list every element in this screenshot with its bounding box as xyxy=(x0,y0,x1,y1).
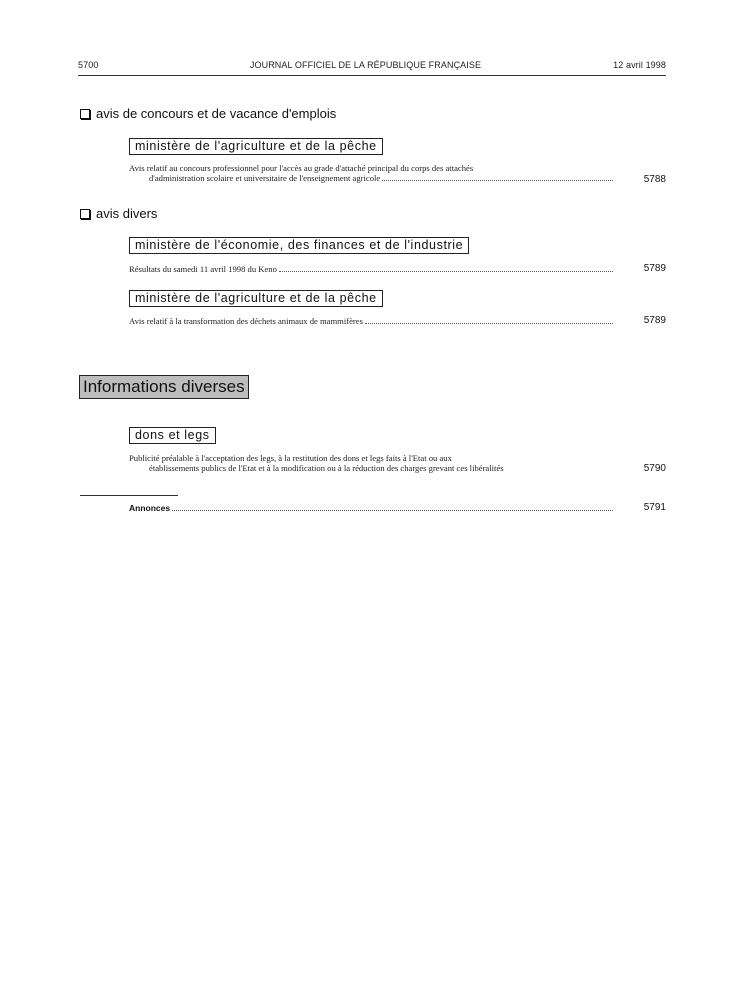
entry-line-1: Avis relatif à la transformation des déchets animaux de mammifères xyxy=(129,316,363,326)
page-ref: 5788 xyxy=(643,174,666,185)
dot-leader xyxy=(172,503,613,511)
section-title: avis divers xyxy=(96,206,158,221)
dot-leader xyxy=(382,173,613,181)
entry-line-1: Avis relatif au concours professionnel pour l'accès au grade d'attaché principal du corps des attachés xyxy=(129,163,474,173)
entry-line-2: d'administration scolaire et universitaire de l'enseignement agricole xyxy=(129,173,613,183)
toc-entry xyxy=(129,316,613,326)
journal-title: JOURNAL OFFICIEL DE LA RÉPUBLIQUE FRANÇAISE xyxy=(249,60,482,70)
dot-leader xyxy=(365,316,613,324)
section-title: avis de concours et de vacance d'emplois xyxy=(96,106,337,121)
section-heading-concours xyxy=(80,106,336,121)
dot-leader xyxy=(279,264,613,272)
checkbox-bullet-icon xyxy=(80,209,90,219)
annonces-entry xyxy=(129,503,613,513)
issue-date: 12 avril 1998 xyxy=(613,60,666,70)
page-ref: 5789 xyxy=(643,263,666,274)
category-box: dons et legs xyxy=(129,427,216,444)
ministry-box: ministère de l'agriculture et de la pêche xyxy=(129,138,383,155)
page-ref: 5791 xyxy=(643,502,666,513)
ministry-box: ministère de l'économie, des finances et de l'industrie xyxy=(129,237,469,254)
toc-entry xyxy=(129,453,613,473)
informations-heading: Informations diverses xyxy=(79,375,249,399)
page-number: 5700 xyxy=(78,60,99,70)
entry-line-1: Publicité préalable à l'acceptation des legs, à la restitution des dons et legs faits à l'Etat ou aux xyxy=(129,453,452,463)
ministry-box: ministère de l'agriculture et de la pêche xyxy=(129,290,383,307)
checkbox-bullet-icon xyxy=(80,109,90,119)
page-ref: 5790 xyxy=(643,463,666,474)
entry-line-2: établissements publics de l'Etat et à la modification ou à la réduction des charges grevant ces libéralités xyxy=(149,463,504,473)
entry-line-1: Résultats du samedi 11 avril 1998 du Keno xyxy=(129,264,277,274)
toc-entry xyxy=(129,264,613,274)
annonces-label: Annonces xyxy=(129,503,171,513)
page-ref: 5789 xyxy=(643,315,666,326)
separator-rule xyxy=(80,495,178,496)
header-rule xyxy=(78,75,666,76)
section-heading-divers xyxy=(80,206,157,221)
toc-entry xyxy=(129,163,613,183)
